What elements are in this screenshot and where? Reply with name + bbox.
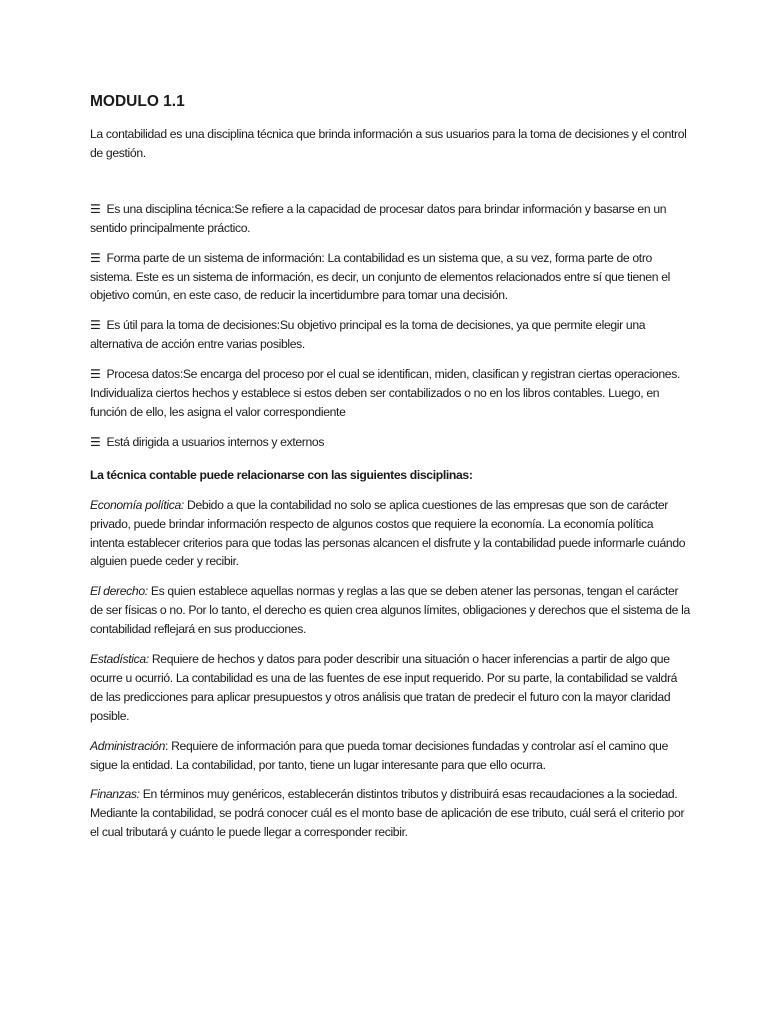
page-title: MODULO 1.1 [90,93,185,110]
list-bullet-icon: ☰ [90,201,101,216]
discipline-term: Estadística: [90,652,149,667]
list-bullet-icon: ☰ [90,318,101,333]
discipline-term: Administración [90,738,166,753]
intro-paragraph: La contabilidad es una disciplina técnica que brinda información a sus usuarios para la toma de decisiones y el control de gestión. [90,127,687,160]
bullet-text: Es una disciplina técnica:Se refiere a la capacidad de procesar datos para brindar información y basarse en un sentido principalmente práctico. [90,201,667,235]
bullet-item [90,433,690,452]
disciplines-heading: La técnica contable puede relacionarse con las siguientes disciplinas: [90,467,473,482]
discipline-term: Finanzas: [90,787,140,802]
discipline-term: Economía política: [90,497,184,512]
discipline-paragraph [90,582,690,639]
bullet-item [90,365,690,422]
discipline-text: Requiere de hechos y datos para poder describir una situación o hacer inferencias a partir de algo que ocurre u ocurrió. La contabilidad es una de las fuentes de ese input requerido. Por su parte, la contabilidad se valdrá de las predicciones para aplicar presupuestos y otros análisis que tratan de predecir el futuro con la mayor claridad posible. [90,652,678,723]
discipline-term: El derecho: [90,584,148,599]
document-page [90,92,690,853]
discipline-text: Debido a que la contabilidad no solo se aplica cuestiones de las empresas que son de carácter privado, puede brindar información respecto de algunos costos que requiere la economía. La economía política intenta establecer criterios para que todas las personas alcancen el disfrute y la contabilidad puede informarle cuándo alguien puede ceder y recibir. [90,497,686,569]
bullet-item [90,200,690,238]
discipline-text: Es quien establece aquellas normas y reglas a las que se deben atener las personas, tengan el carácter de ser físicas o no. Por lo tanto, el derecho es quien crea algunos límites, obligaciones y derechos que el sistema de la contabilidad reflejará en sus producciones. [90,584,690,637]
bullet-text: Está dirigida a usuarios internos y externos [106,434,325,449]
discipline-text: En términos muy genéricos, establecerán distintos tributos y distribuirá esas recaudaciones a la sociedad. Mediante la contabilidad, se podrá conocer cuál es el monto base de aplicación de ese tributo, cuál será el criterio por el cual tributará y cuánto le puede llegar a corresponder recibir. [90,787,685,840]
bullet-text: Forma parte de un sistema de información: La contabilidad es un sistema que, a su vez, forma parte de otro sistema. Este es un sistema de información, es decir, un conjunto de elementos relacionados entre sí que tienen el objetivo común, en este caso, de reducir la incertidumbre para tomar una decisión. [90,250,670,303]
discipline-text: : Requiere de información para que pueda tomar decisiones fundadas y controlar así el camino que sigue la entidad. La contabilidad, por tanto, tiene un lugar interesante para que ello ocurra. [90,738,669,772]
list-bullet-icon: ☰ [90,367,101,382]
bullet-item [90,316,690,354]
bullet-item [90,249,690,306]
list-bullet-icon: ☰ [90,434,101,449]
discipline-paragraph [90,737,690,775]
discipline-paragraph [90,785,690,842]
spacer [90,174,690,200]
discipline-paragraph [90,650,690,726]
bullet-text: Procesa datos:Se encarga del proceso por el cual se identifican, miden, clasifican y registran ciertas operaciones. Individualiza ciertos hechos y establece si estos deben ser contabilizados o no en los libros contables. Luego, en función de ello, les asigna el valor correspondiente [90,367,680,419]
list-bullet-icon: ☰ [90,250,101,265]
bullet-text: Es útil para la toma de decisiones:Su objetivo principal es la toma de decisiones, ya que permite elegir una alternativa de acción entre varias posibles. [90,318,646,352]
discipline-paragraph [90,496,690,572]
